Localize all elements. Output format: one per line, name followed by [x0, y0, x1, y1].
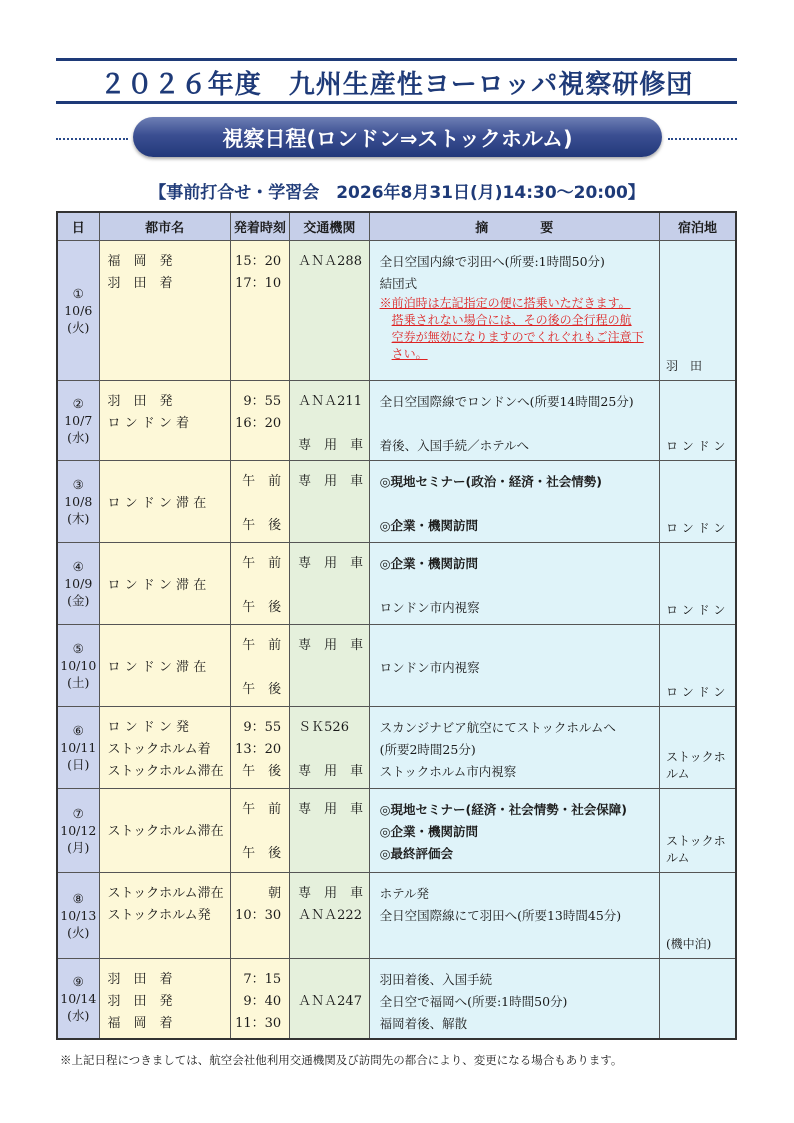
hotel-label: ストックホルム: [665, 834, 726, 865]
time-line: [231, 575, 290, 597]
time-line: 9：40: [243, 994, 282, 1009]
time-line: [231, 493, 290, 515]
header-city: 都市名: [99, 212, 230, 241]
summary-cell: [369, 873, 659, 959]
transport-line: 専 用 車: [298, 474, 364, 489]
table-row: [57, 707, 736, 789]
day-cell: [57, 707, 99, 789]
day-date: 10/14: [60, 990, 97, 1006]
city-line: 福 岡 着: [107, 1016, 173, 1031]
transport-line: [290, 413, 368, 435]
city-cell: [99, 873, 230, 959]
header-transport: 交通機関: [290, 212, 369, 241]
transport-line: ＡＮＡ288: [298, 254, 362, 269]
time-line: 朝: [268, 886, 282, 901]
city-line: 福 岡 発: [107, 254, 173, 269]
hotel-cell: [659, 789, 736, 873]
day-num: ⑧: [72, 891, 84, 906]
hotel-label: (機中泊): [665, 937, 712, 951]
schedule-table: [56, 211, 737, 1040]
city-line: ストックホルム発: [107, 908, 211, 923]
section-banner-label: 視察日程(ロンドン⇒ストックホルム): [222, 127, 573, 151]
summary-cell: [369, 543, 659, 625]
hotel-label: 羽 田: [665, 359, 702, 373]
city-line: 羽 田 着: [107, 972, 173, 987]
time-cell: [230, 625, 290, 707]
day-num: ③: [72, 477, 84, 492]
hotel-cell: [659, 959, 736, 1039]
footnote: ※上記日程につきましては、航空会社他利用交通機関及び訪問先の都合により、変更になる場合もあります。: [60, 1053, 623, 1067]
summary-line: 全日空国際線でロンドンへ(所要14時間25分): [379, 394, 634, 409]
hotel-cell: [659, 241, 736, 381]
day-num: ①: [72, 286, 84, 301]
summary-line: [370, 575, 659, 597]
time-cell: [230, 241, 290, 381]
summary-line: [370, 493, 659, 515]
transport-line: 専 用 車: [298, 764, 364, 779]
day-num: ⑨: [72, 973, 84, 989]
time-line: 10：30: [235, 908, 282, 923]
dotted-divider-left: [56, 138, 128, 140]
day-cell: [57, 461, 99, 543]
table-row: [57, 873, 736, 959]
day-dow: (月): [67, 840, 90, 855]
city-cell: [99, 543, 230, 625]
page-title: ２０２６年度 九州生産性ヨーロッパ視察研修団: [99, 70, 694, 100]
day-cell: [57, 873, 99, 959]
time-cell: [230, 381, 290, 461]
summary-line: ◎企業・機関訪問: [379, 556, 479, 571]
hotel-label: ロ ン ド ン: [665, 439, 726, 453]
city-line: ストックホルム着: [107, 742, 211, 757]
city-cell: [99, 381, 230, 461]
summary-line: 結団式: [379, 276, 418, 291]
city-line: [100, 553, 230, 575]
day-num: ④: [72, 559, 84, 574]
summary-line: ◎企業・機関訪問: [379, 518, 479, 533]
time-cell: [230, 789, 290, 873]
summary-line: ロンドン市内視察: [379, 660, 480, 675]
header-summary: 摘 要: [369, 212, 659, 241]
transport-line: [290, 739, 368, 761]
day-dow: (木): [67, 511, 90, 526]
summary-line: [370, 413, 659, 435]
transport-cell: [290, 543, 369, 625]
meeting-info: 【事前打合せ・学習会 2026年8月31日(月)14:30～20:00】: [149, 183, 645, 203]
hotel-cell: [659, 543, 736, 625]
city-line: [100, 471, 230, 493]
time-line: 7：15: [243, 972, 282, 987]
transport-cell: [290, 959, 369, 1039]
time-line: [231, 657, 290, 679]
time-cell: [230, 461, 290, 543]
title-frame: [56, 58, 737, 104]
day-date: 10/7: [64, 413, 93, 428]
warning-line: さい。: [391, 347, 428, 361]
table-row: [57, 789, 736, 873]
day-dow: (水): [67, 430, 90, 445]
day-date: 10/9: [64, 576, 93, 591]
day-dow: (水): [67, 1007, 90, 1023]
time-line: 午 前: [242, 802, 282, 817]
transport-line: ＡＮＡ222: [298, 908, 362, 923]
summary-cell: [369, 625, 659, 707]
city-cell: [99, 789, 230, 873]
transport-cell: [290, 789, 369, 873]
transport-cell: [290, 241, 369, 381]
summary-line: 全日空国際線にて羽田へ(所要13時間45分): [379, 908, 622, 923]
summary-line: 着後、入国手続／ホテルへ: [379, 438, 529, 453]
summary-line: ロンドン市内視察: [379, 600, 480, 615]
summary-line: ホテル発: [379, 886, 429, 901]
dotted-divider-right: [668, 138, 737, 140]
summary-cell: [369, 241, 659, 381]
time-line: [231, 821, 290, 843]
hotel-label: ロ ン ド ン: [665, 685, 726, 699]
time-line: 17：10: [235, 276, 282, 291]
day-date: 10/12: [60, 823, 97, 838]
table-row: [57, 543, 736, 625]
day-num: ⑤: [72, 641, 84, 656]
city-line: ストックホルム滞在: [107, 824, 224, 839]
time-line: 午 前: [242, 638, 282, 653]
day-date: 10/11: [60, 740, 97, 755]
day-date: 10/10: [60, 658, 97, 673]
time-line: 16：20: [235, 416, 282, 431]
day-cell: [57, 959, 99, 1039]
hotel-label: ロ ン ド ン: [665, 521, 726, 535]
header-day: 日: [57, 212, 99, 241]
warning-line: 空券が無効になりますのでくれぐれもご注意下: [391, 330, 644, 344]
table-header-row: [57, 212, 736, 241]
section-banner: [133, 117, 662, 157]
summary-line: 全日空国内線で羽田へ(所要:1時間50分): [379, 254, 605, 269]
time-line: 午 前: [242, 556, 282, 571]
day-dow: (火): [67, 320, 90, 335]
city-line: ロ ン ド ン 滞 在: [107, 496, 207, 511]
hotel-label: ストックホルム: [665, 750, 726, 781]
summary-line: 全日空で福岡へ(所要:1時間50分): [379, 994, 568, 1009]
city-cell: [99, 707, 230, 789]
time-line: 15：20: [235, 254, 282, 269]
hotel-cell: [659, 707, 736, 789]
time-line: 11：30: [235, 1016, 282, 1031]
summary-cell: [369, 789, 659, 873]
day-num: ⑥: [72, 723, 84, 738]
hotel-label: [660, 1032, 735, 1038]
city-cell: [99, 461, 230, 543]
transport-line: [290, 969, 368, 991]
table-row: [57, 461, 736, 543]
transport-cell: [290, 625, 369, 707]
city-line: 羽 田 発: [107, 994, 173, 1009]
warning-note: [370, 295, 659, 363]
summary-cell: [369, 707, 659, 789]
day-num: ⑦: [72, 806, 84, 821]
transport-cell: [290, 381, 369, 461]
summary-line: 福岡着後、解散: [379, 1016, 468, 1031]
city-line: ロ ン ド ン 滞 在: [107, 660, 207, 675]
day-dow: (土): [67, 675, 90, 690]
transport-line: 専 用 車: [298, 556, 364, 571]
summary-line: [370, 635, 659, 657]
table-row: [57, 241, 736, 381]
city-line: ストックホルム滞在: [107, 886, 224, 901]
summary-line: ◎最終評価会: [379, 846, 454, 861]
time-line: 13：20: [235, 742, 282, 757]
time-line: 午 後: [242, 518, 282, 533]
city-line: [100, 635, 230, 657]
time-cell: [230, 959, 290, 1039]
time-cell: [230, 707, 290, 789]
summary-line: (所要2時間25分): [379, 742, 476, 757]
hotel-cell: [659, 461, 736, 543]
day-date: 10/6: [64, 303, 93, 318]
city-line: ロ ン ド ン 発: [107, 720, 190, 735]
time-cell: [230, 543, 290, 625]
time-cell: [230, 873, 290, 959]
transport-cell: [290, 873, 369, 959]
transport-line: ＳＫ526: [298, 720, 349, 735]
transport-line: 専 用 車: [298, 886, 364, 901]
summary-cell: [369, 959, 659, 1039]
transport-line: 専 用 車: [298, 802, 364, 817]
time-line: 午 後: [242, 846, 282, 861]
summary-cell: [369, 461, 659, 543]
warning-line: 搭乗されない場合には、その後の全行程の航: [391, 313, 632, 327]
table-row: [57, 959, 736, 1039]
transport-cell: [290, 461, 369, 543]
day-date: 10/8: [64, 494, 93, 509]
header-time: 発着時刻: [230, 212, 290, 241]
hotel-cell: [659, 873, 736, 959]
day-dow: (日): [67, 757, 90, 772]
hotel-label: ロ ン ド ン: [665, 603, 726, 617]
transport-line: ＡＮＡ247: [298, 994, 362, 1009]
summary-line: ◎企業・機関訪問: [379, 824, 479, 839]
city-cell: [99, 959, 230, 1039]
time-line: 午 後: [242, 764, 282, 779]
day-num: ②: [72, 396, 84, 411]
day-dow: (火): [67, 925, 90, 940]
time-line: 9：55: [243, 720, 282, 735]
warning-line: ※前泊時は左記指定の便に搭乗いただきます。: [379, 296, 631, 310]
summary-line: スカンジナビア航空にてストックホルムへ: [379, 720, 616, 735]
transport-line: ＡＮＡ211: [298, 394, 362, 409]
city-line: 羽 田 着: [107, 276, 173, 291]
summary-cell: [369, 381, 659, 461]
hotel-cell: [659, 625, 736, 707]
summary-line: ◎現地セミナー(経済・社会情勢・社会保障): [379, 802, 627, 817]
city-line: ロ ン ド ン 着: [107, 416, 190, 431]
header-hotel: 宿泊地: [659, 212, 736, 241]
summary-line: ◎現地セミナー(政治・経済・社会情勢): [379, 474, 602, 489]
day-cell: [57, 543, 99, 625]
city-line: ロ ン ド ン 滞 在: [107, 578, 207, 593]
day-dow: (金): [67, 593, 90, 608]
city-line: ストックホルム滞在: [107, 764, 224, 779]
transport-line: 専 用 車: [298, 438, 364, 453]
summary-line: 羽田着後、入国手続: [379, 972, 493, 987]
day-cell: [57, 789, 99, 873]
time-line: 9：55: [243, 394, 282, 409]
table-row: [57, 625, 736, 707]
hotel-cell: [659, 381, 736, 461]
city-cell: [99, 241, 230, 381]
day-cell: [57, 625, 99, 707]
day-cell: [57, 241, 99, 381]
transport-cell: [290, 707, 369, 789]
city-cell: [99, 625, 230, 707]
summary-line: ストックホルム市内視察: [379, 764, 517, 779]
time-line: 午 前: [242, 474, 282, 489]
time-line: 午 後: [242, 682, 282, 697]
city-line: [100, 799, 230, 821]
table-row: [57, 381, 736, 461]
city-line: 羽 田 発: [107, 394, 173, 409]
day-cell: [57, 381, 99, 461]
transport-line: 専 用 車: [298, 638, 364, 653]
day-date: 10/13: [60, 908, 97, 923]
time-line: 午 後: [242, 600, 282, 615]
